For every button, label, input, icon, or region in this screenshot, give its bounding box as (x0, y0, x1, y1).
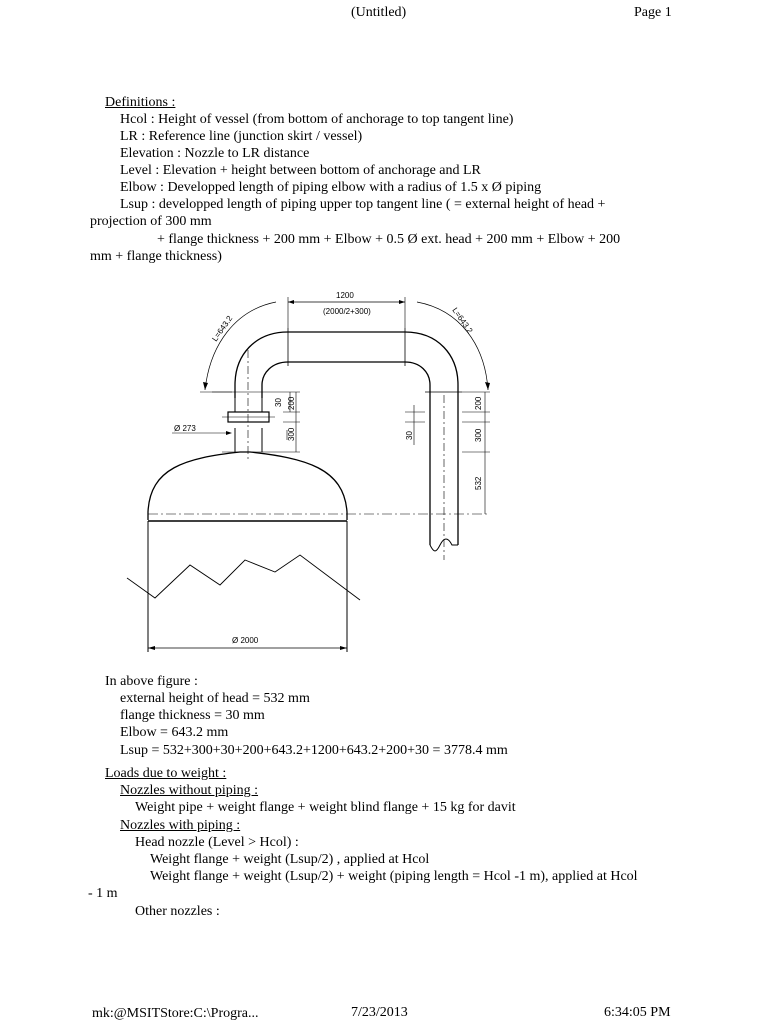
definitions-heading: Definitions : (105, 95, 176, 110)
right-elbow-outer (405, 332, 458, 392)
dim-2000-2-300: (2000/2+300) (323, 307, 371, 316)
dim-532: 532 (474, 476, 483, 490)
definition-elevation: Elevation : Nozzle to LR distance (120, 146, 310, 161)
head-nozzle-line-2: Weight flange + weight (Lsup/2) + weight (piping length = Hcol -1 m), applied at Hcol (150, 869, 638, 884)
loads-heading: Loads due to weight : (105, 766, 227, 781)
right-elbow-inner (405, 362, 430, 392)
nozzles-without-piping-text: Weight pipe + weight flange + weight blind flange + 15 kg for davit (135, 800, 516, 815)
example-flange: flange thickness = 30 mm (120, 708, 265, 723)
dim-300-right: 300 (474, 428, 483, 442)
dim-300-left: 300 (287, 427, 296, 441)
example-lsup: Lsup = 532+300+30+200+643.2+1200+643.2+200+30 = 3778.4 mm (120, 743, 508, 758)
head-nozzle-text: Head nozzle (Level > Hcol) : (135, 835, 299, 850)
definition-lr: LR : Reference line (junction skirt / vessel) (120, 129, 363, 144)
definition-lsup-line-4: mm + flange thickness) (90, 249, 222, 264)
dim-l-left: L=643.2 (210, 314, 235, 344)
definition-elbow: Elbow : Developped length of piping elbow with a radius of 1.5 x Ø piping (120, 180, 542, 195)
nozzles-with-piping-heading: Nozzles with piping : (120, 818, 241, 833)
definition-hcol: Hcol : Height of vessel (from bottom of anchorage to top tangent line) (120, 112, 514, 127)
dim-30-left: 30 (274, 398, 283, 407)
example-heading: In above figure : (105, 674, 198, 689)
break-line (127, 555, 360, 600)
definition-lsup-line-2: projection of 300 mm (90, 214, 212, 229)
dim-d273: Ø 273 (174, 424, 196, 433)
dim-200-right: 200 (474, 396, 483, 410)
dim-30-right: 30 (405, 431, 414, 440)
footer-time: 6:34:05 PM (604, 1005, 671, 1020)
nozzles-without-piping-heading: Nozzles without piping : (120, 783, 259, 798)
definition-lsup-line-1: Lsup : developped length of piping upper top tangent line ( = external height of head + (120, 197, 606, 212)
definition-level: Level : Elevation + height between bottom of anchorage and LR (120, 163, 481, 178)
footer-date: 7/23/2013 (351, 1005, 408, 1020)
vessel-head-outline (148, 452, 347, 520)
document-title: (Untitled) (351, 5, 407, 20)
definition-lsup-line-3: + flange thickness + 200 mm + Elbow + 0.5 Ø ext. head + 200 mm + Elbow + 200 (157, 232, 621, 247)
page-number: Page 1 (634, 5, 672, 20)
dim-l-right: L=643.2 (450, 305, 475, 336)
head-nozzle-line-1: Weight flange + weight (Lsup/2) , applied at Hcol (150, 852, 430, 867)
head-nozzle-line-2-continued: - 1 m (88, 886, 118, 901)
example-head-height: external height of head = 532 mm (120, 691, 310, 706)
other-nozzles-text: Other nozzles : (135, 904, 220, 919)
dim-d2000: Ø 2000 (232, 636, 259, 645)
footer-path: mk:@MSITStore:C:\Progra... (92, 1006, 259, 1021)
dim-200-left: 200 (287, 396, 296, 410)
example-elbow: Elbow = 643.2 mm (120, 725, 229, 740)
dim-1200: 1200 (336, 291, 354, 300)
left-elbow-inner (262, 362, 288, 398)
